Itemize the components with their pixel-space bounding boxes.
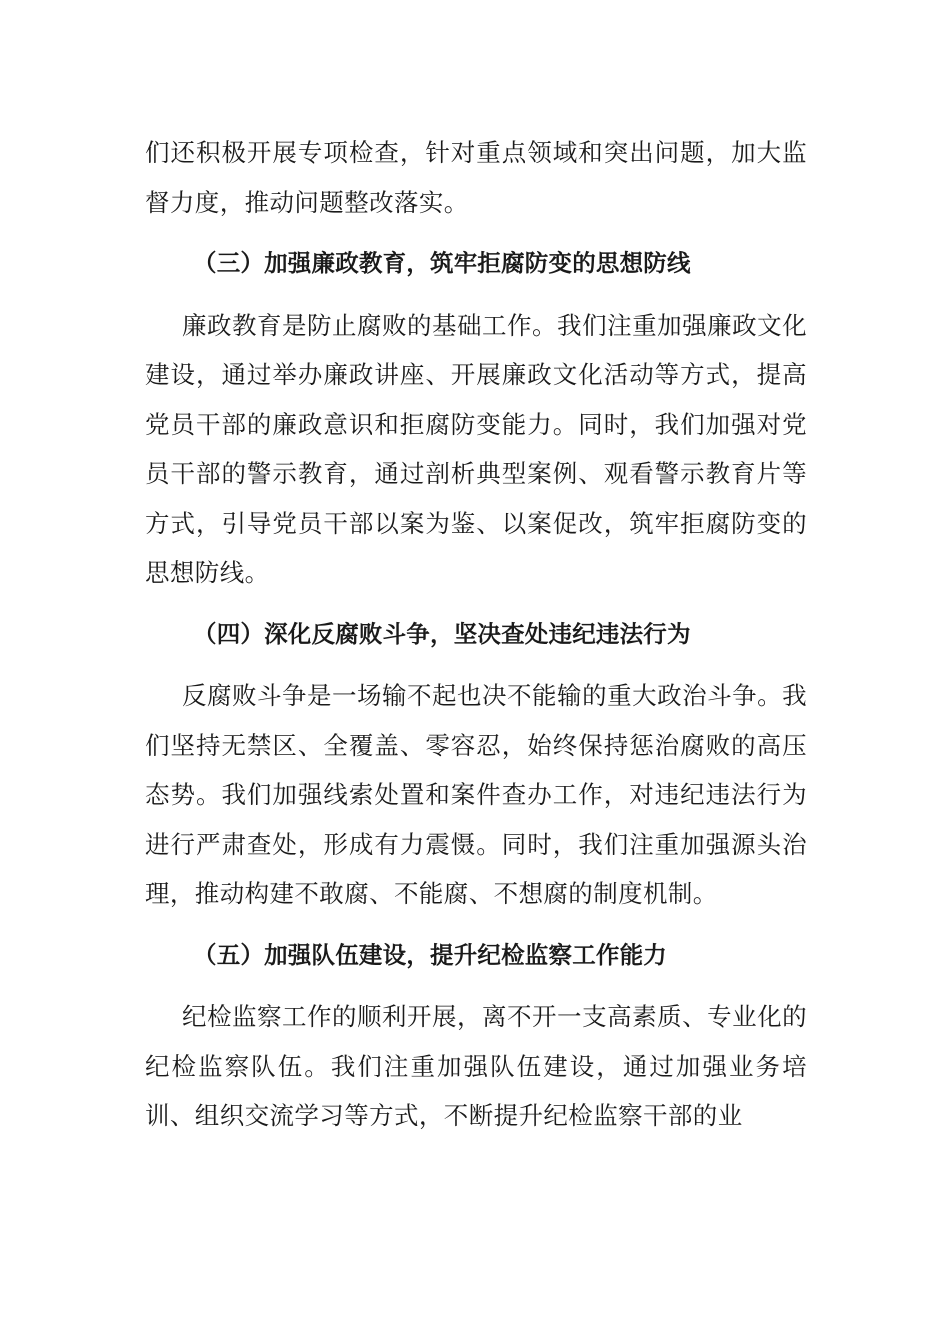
section-heading-4: （四）深化反腐败斗争，坚决查处违纪违法行为 <box>193 619 691 648</box>
section-body-5: 纪检监察工作的顺利开展，离不开一支高素质、专业化的纪检监察队伍。我们注重加强队伍建设，通过加强业务培训、组织交流学习等方式，不断提升纪检监察干部的业 <box>145 1002 807 1130</box>
section-heading-3: （三）加强廉政教育，筑牢拒腐防变的思想防线 <box>193 249 691 277</box>
document-page <box>145 128 807 1141</box>
section-body-4: 反腐败斗争是一场输不起也决不能输的重大政治斗争。我们坚持无禁区、全覆盖、零容忍，始终保持惩治腐败的高压态势。我们加强线索处置和案件查办工作，对违纪违法行为进行严肃查处，形成有力震慑。同时，我们注重加强源头治理，推动构建不敢腐、不能腐、不想腐的制度机制。 <box>145 681 807 908</box>
continuation-paragraph: 们还积极开展专项检查，针对重点领域和突出问题，加大监督力度，推动问题整改落实。 <box>145 138 807 217</box>
section-body-3: 廉政教育是防止腐败的基础工作。我们注重加强廉政文化建设，通过举办廉政讲座、开展廉政文化活动等方式，提高党员干部的廉政意识和拒腐防变能力。同时，我们加强对党员干部的警示教育，通过剖析典型案例、观看警示教育片等方式，引导党员干部以案为鉴、以案促改，筑牢拒腐防变的思想防线。 <box>145 310 807 587</box>
section-heading-5: （五）加强队伍建设，提升纪检监察工作能力 <box>193 940 667 969</box>
